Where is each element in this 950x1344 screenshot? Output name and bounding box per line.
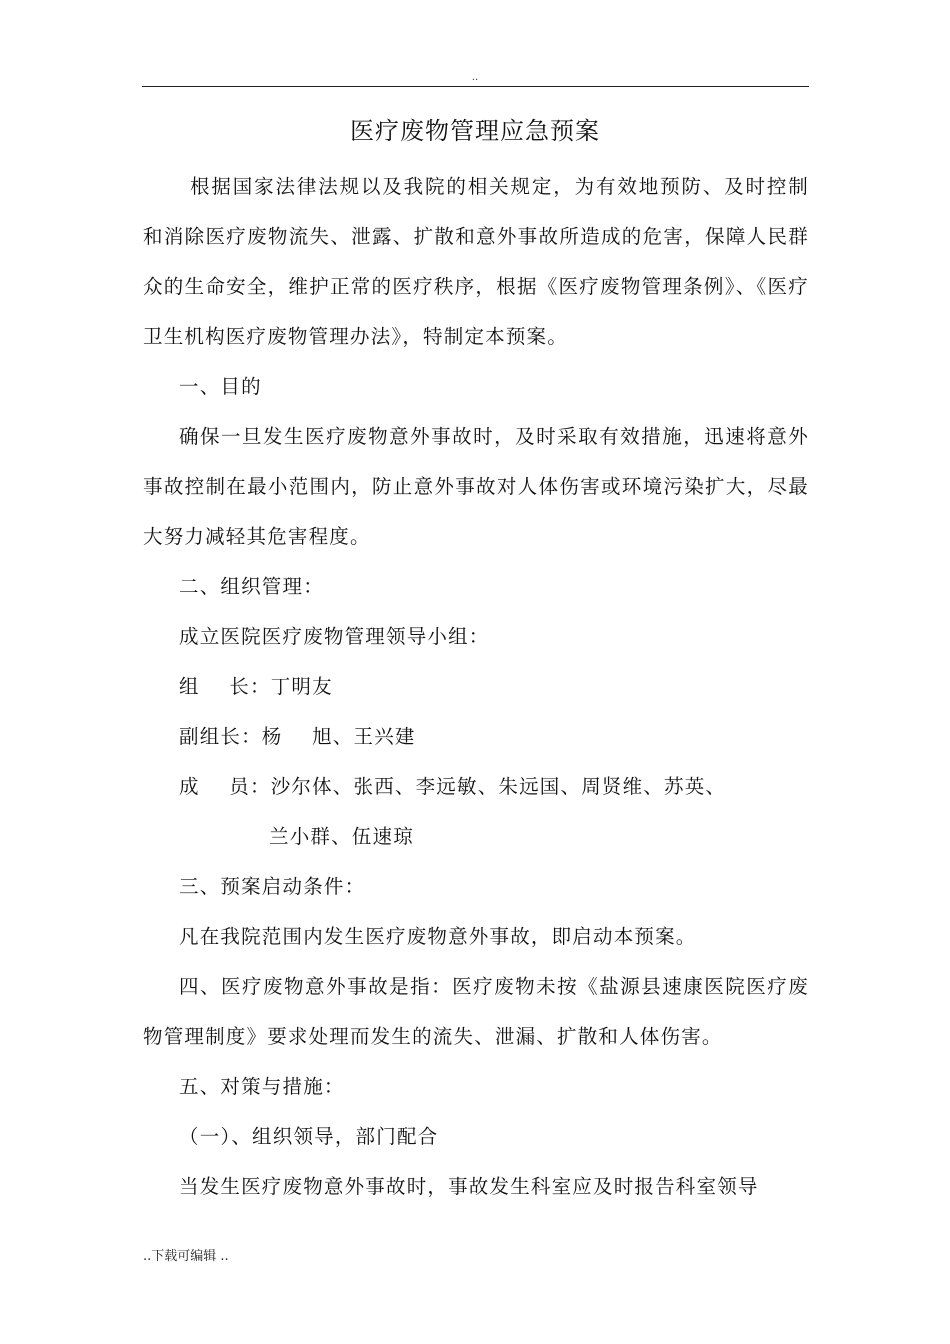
section-3-heading: 三、预案启动条件： [179, 875, 366, 898]
intro-paragraph: 根据国家法律法规以及我院的相关规定，为有效地预防、及时控制和消除医疗废物流失、泄露、扩散和意外事故所造成的危害，保障人民群众的生命安全，维护正常的医疗秩序，根据《医疗废物管理条例》、《医疗卫生机构医疗废物管理办法》，特制定本预案。 [143, 175, 809, 348]
section-2-group: 成立医院医疗废物管理领导小组： [179, 625, 490, 648]
document-title: 医疗废物管理应急预案 [350, 117, 600, 145]
footer-note: ..下载可编辑 .. [143, 1249, 229, 1264]
section-5-heading: 五、对策与措施： [179, 1075, 345, 1098]
section-2-members: 成 员：沙尔体、张西、李远敏、朱远国、周贤维、苏英、 [179, 775, 727, 798]
section-2-members-cont: 兰小群、伍速琼 [269, 825, 414, 848]
document-body [143, 162, 809, 1212]
section-3-body: 凡在我院范围内发生医疗废物意外事故，即启动本预案。 [179, 925, 697, 948]
section-1-body: 确保一旦发生医疗废物意外事故时，及时采取有效措施，迅速将意外事故控制在最小范围内，防止意外事故对人体伤害或环境污染扩大，尽最大努力减轻其危害程度。 [143, 425, 809, 548]
section-2-heading: 二、组织管理： [179, 575, 324, 598]
section-5-sub-1: （一）、组织领导，部门配合 [179, 1125, 439, 1148]
section-2-leader: 组 长：丁明友 [179, 675, 333, 698]
header-marks: .. [471, 72, 479, 83]
section-1-heading: 一、目的 [179, 375, 262, 398]
header-rule [142, 86, 809, 87]
section-4-body: 四、医疗废物意外事故是指：医疗废物未按《盐源县速康医院医疗废物管理制度》要求处理而发生的流失、泄漏、扩散和人体伤害。 [143, 975, 809, 1048]
section-5-body: 当发生医疗废物意外事故时，事故发生科室应及时报告科室领导 [179, 1175, 759, 1198]
section-2-deputy: 副组长：杨 旭、王兴建 [179, 725, 416, 748]
